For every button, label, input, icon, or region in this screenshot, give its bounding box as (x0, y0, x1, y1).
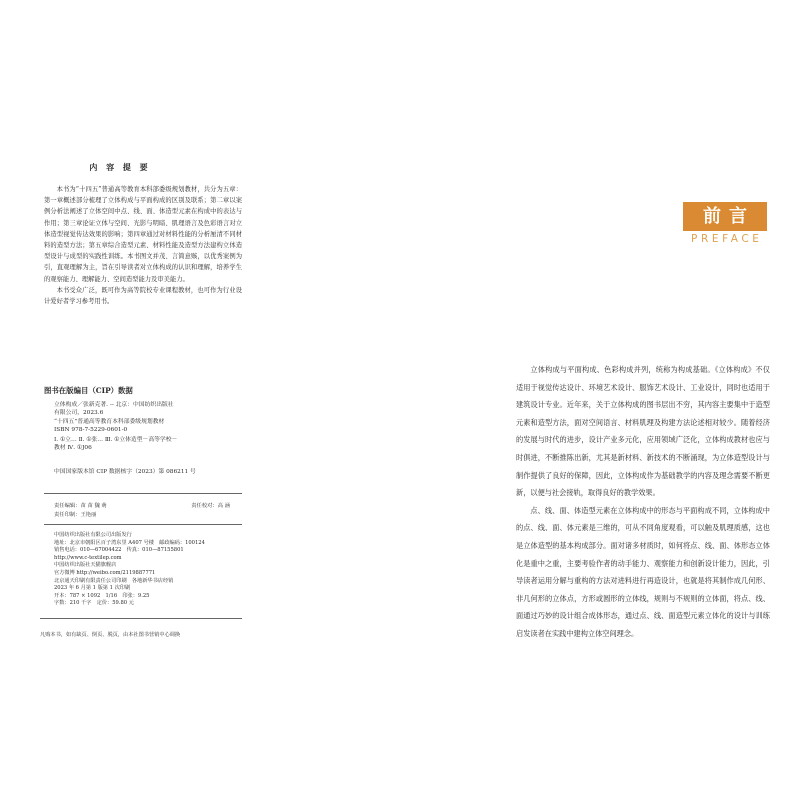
preface-body (516, 361, 770, 643)
publisher-line: 字数：210 千字 定价：59.80 元 (54, 600, 134, 607)
publisher-line: 开本：787 × 1092 1/16 印张：9.25 (54, 592, 150, 599)
publisher-line: 中国纺织出版社有限公司出版发行 (54, 532, 132, 538)
summary-body (44, 184, 242, 307)
cip-approval-number: 中国国家版本馆 CIP 数据核字（2023）第 086211 号 (54, 469, 196, 475)
cip-line: Ⅰ. ①立… Ⅱ. ①张… Ⅲ. ①立体造型－高等学校－ (54, 437, 178, 443)
responsible-editor: 责任编辑：苗 苗 魏 萌 (54, 503, 107, 509)
publisher-info (54, 532, 254, 608)
publisher-line: 北京通天印刷有限责任公司印刷 各地新华书店经销 (54, 577, 174, 584)
divider (40, 618, 242, 619)
preface-paragraph: 点、线、面、体造型元素在立体构成中的形态与平面构成不同，立体构成中的点、线、面、体元素是三维的，可从不同角度观看，可以触及肌理质感，这也是立体造型的基本构成部分。面对诸多材质时，如何将点、线、面、体形态立体化是重中之重，主要考验作者的动手能力、观察能力和创新设计能力，因此，引导读者运用分解与重构的方法对进料进行再造设计，也就是将其制作成几何形、非几何形的立体点，方形或圆形的立体线，规则与不规则的立体面，将点、线、面通过巧妙的设计组合成体形态，通过点、线、面造型元素立体化的设计与训练启发读者在实践中建构立体空间理念。 (516, 505, 770, 638)
publisher-line: 2023 年 6 月第 1 版第 1 次印刷 (54, 585, 131, 592)
cip-record (54, 401, 244, 435)
cip-line: 教材 Ⅳ. ①J06 (54, 445, 92, 452)
cip-line: “十四五”普通高等教育本科部委级规划教材 (54, 418, 165, 425)
publisher-line: 官方微博 http://weibo.com/2119887771 (54, 569, 156, 576)
return-notice: 凡购本书，如有缺页、倒页、脱页，由本社图书营销中心调换 (40, 632, 181, 638)
publisher-line: 中国纺织出版社天猫旗舰店 (54, 562, 117, 569)
cip-heading: 图书在版编目（CIP）数据 (44, 386, 133, 395)
cip-line: ISBN 978-7-5229-0601-0 (54, 427, 128, 434)
publisher-line: http://www.c-textilep.com (54, 554, 122, 561)
responsible-printing: 责任印制：王艳丽 (54, 512, 97, 518)
divider (44, 524, 242, 525)
cip-line: 立体构成／张新克著. -- 北京：中国纺织出版社 (54, 402, 174, 408)
editor-credits (54, 502, 254, 520)
responsible-proofreader: 责任校对：高 涵 (191, 503, 230, 509)
preface-badge: 前言 (683, 202, 767, 231)
preface-paragraph: 立体构成与平面构成、色彩构成并列，统称为构成基础。《立体构成》不仅适用于视觉传达设计、环境艺术设计、服饰艺术设计、工业设计，同时也适用于建筑设计专业。近年来，关于立体构成的图书层出不穷，其内容主要集中于造型元素和造型方法，面对空间语言、材料肌理及构建方法论述相对较少。随着经济的发展与时代的进步，设计产业多元化，应用领域广泛化，立体构成教材也应与时俱进，不断推陈出新，尤其是新材料、新技术的不断涌现，为立体造型设计与制作提供了良好的保障，因此，立体构成作为基础教学的内容及理念需要不断更新，以便与社会接轨，取得良好的教学效果。 (516, 365, 770, 498)
preface-english-title: PREFACE (691, 233, 763, 245)
publisher-line: 销售电话：010—67004422 传真：010—87155801 (54, 547, 184, 554)
summary-title: 内 容 提 要 (89, 162, 151, 172)
summary-paragraph: 本书为“十四五”普通高等教育本科部委级规划教材，共分为五章：第一章概述部分梳理了立体构成与平面构成的区别及联系；第二章以案例分析法阐述了立体空间中点、线、面、体造型元素在构成中的表达与作用；第三章论证立体与空间、光影与明暗、肌理语言及色彩语言对立体造型视觉传达效果的影响；第四章通过对材料性能的分析厘清不同材料的造型方法；第五章综合造型元素、材料性能及造型方法建构立体造型设计与成型的实践性训练。本书图文并茂、言简意赅，以优秀案例为引，直观理解为主，旨在引导读者对立体构成的认识和理解，培养学生的观察能力、理解能力、空间造型能力及审美能力。 (44, 186, 242, 283)
publisher-line: 地址：北京市朝阳区百子湾东里 A407 号楼 邮政编码：100124 (54, 539, 205, 546)
cip-line: 有限公司，2023.6 (54, 410, 104, 417)
summary-paragraph: 本书受众广泛，既可作为高等院校专业课程教材，也可作为行业设计爱好者学习参考用书。 (44, 286, 242, 306)
divider (44, 493, 242, 494)
cip-classification (54, 436, 244, 453)
